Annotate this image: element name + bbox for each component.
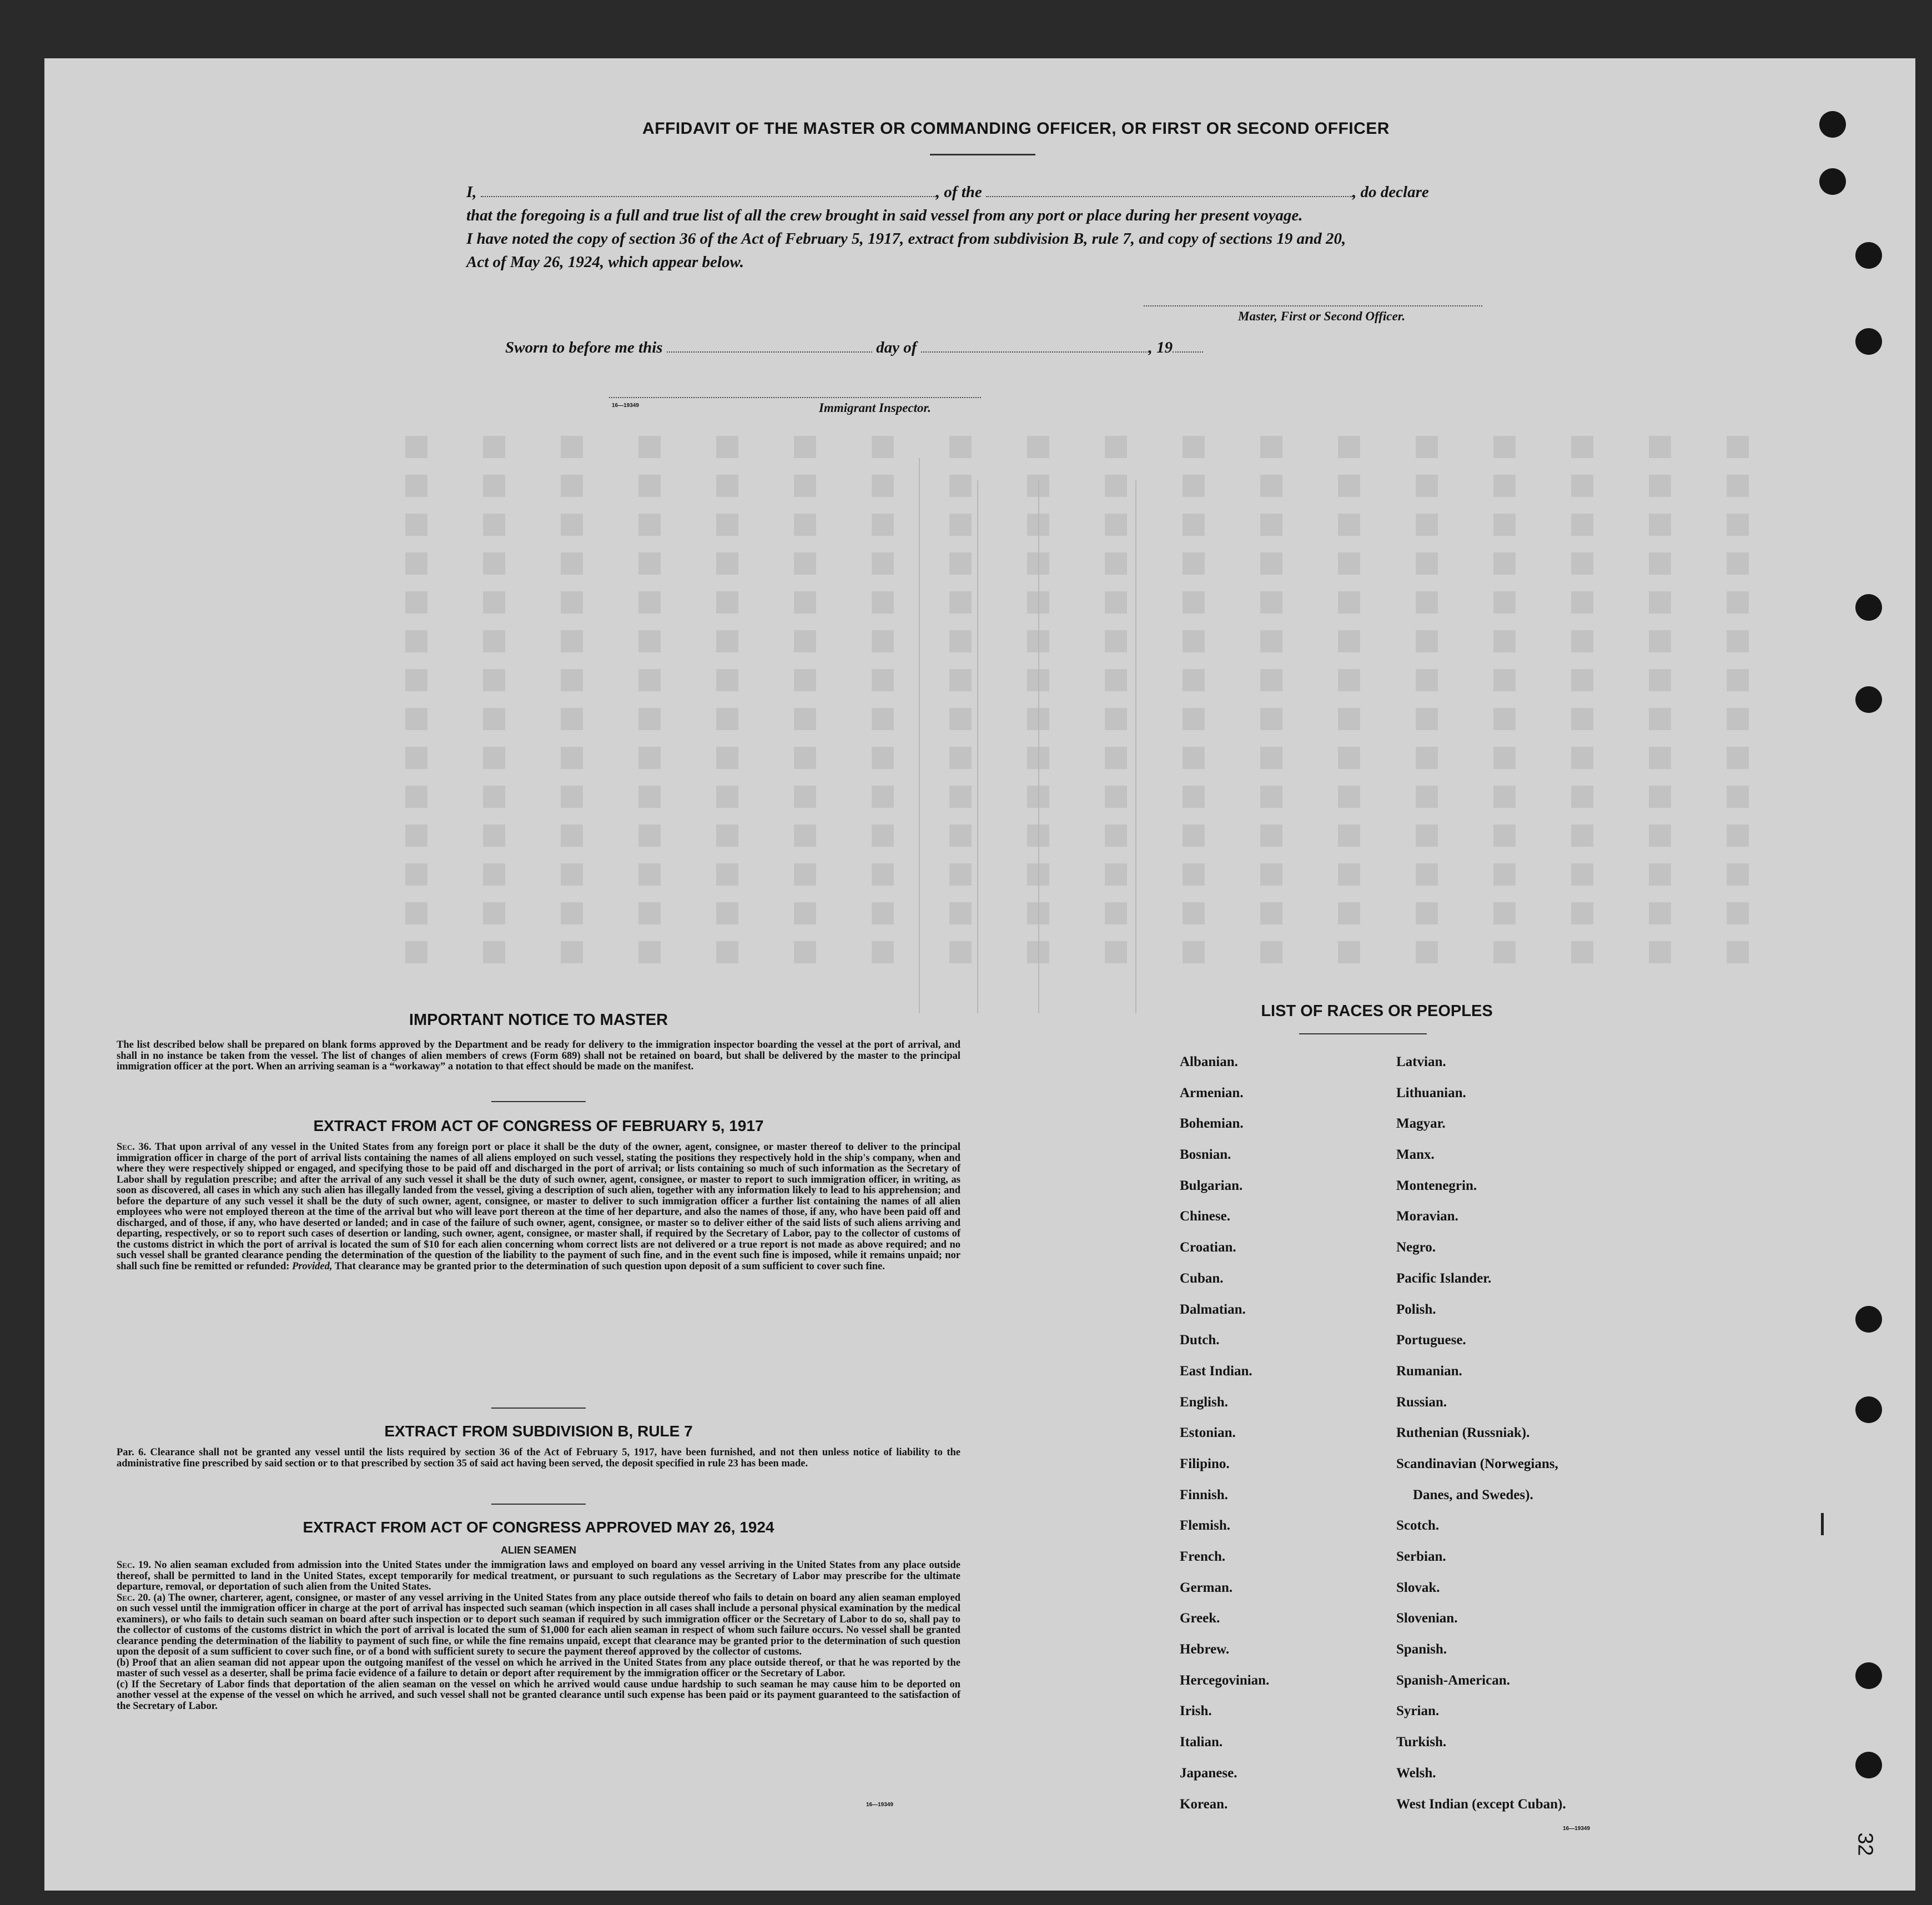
race-item: Pacific Islander.: [1396, 1270, 1492, 1286]
form-sheet: [44, 58, 1915, 1891]
punch-hole: [1855, 1662, 1882, 1689]
race-item: Ruthenian (Russniak).: [1396, 1425, 1530, 1441]
sworn-month-blank: [921, 340, 1149, 353]
i-label: I,: [466, 183, 477, 201]
punch-hole: [1855, 686, 1882, 713]
race-item: West Indian (except Cuban).: [1396, 1796, 1566, 1812]
punch-hole: [1819, 168, 1846, 195]
sworn-line: [505, 339, 1203, 357]
races-form-code: 16—19349: [1563, 1826, 1590, 1832]
race-item: Lithuanian.: [1396, 1085, 1466, 1100]
punch-hole: [1855, 328, 1882, 355]
sec-19-label: Sec. 19.: [117, 1560, 151, 1571]
race-item: Polish.: [1396, 1301, 1436, 1317]
punch-hole: [1819, 111, 1846, 138]
margin-mark: [1821, 1513, 1824, 1535]
race-item: East Indian.: [1180, 1363, 1252, 1379]
race-item: Dutch.: [1180, 1333, 1220, 1348]
extract-1924-text: [117, 1560, 960, 1712]
race-item: Welsh.: [1396, 1765, 1436, 1781]
punch-hole: [1855, 1396, 1882, 1423]
extract-1917-text: [117, 1142, 960, 1272]
sec-20-paragraph: [117, 1593, 960, 1658]
race-item: Rumanian.: [1396, 1363, 1462, 1379]
races-left-column: [1180, 1047, 1269, 1819]
sec-20b-paragraph: (b) Proof that an alien seaman did not appear upon the outgoing manifest of the vessel on which he arrived in the United States from any place outside thereof, or that he was reported by the master of such vessel as a deserter, shall be prima facie evidence of a failure to detain or deport after requirement by the immigration officer or the Secretary of Labor.: [117, 1657, 960, 1679]
race-item: Albanian.: [1180, 1054, 1238, 1069]
sec-36-text: That upon arrival of any vessel in the United States from any foreign port or place it shall be the duty of the owner, agent, consignee, or master thereof to deliver to the principal immigration officer in charge of the port of arrival lists containing the names of all aliens employed on such vessel, stating the positions they respectively hold in the ship's company, when and where they were respectively shipped or engaged, and specifying those to be paid off and discharged in the port of arrival; or lists containing so much of such information as the Secretary of Labor shall by regulation prescribe; and after the arrival of any such vessel it shall be the duty of such owner, agent, consignee, or master to report to such immigration officer, in writing, as soon as discovered, all cases in which any such alien has illegally landed from the vessel, giving a description of such alien, together with any information likely to lead to his apprehension; and before the departure of any such vessel it shall be the duty of such owner, agent, consignee, or master to deliver to such immigration officer a further list containing the names of all alien employees who were not employed thereon at the time of the arrival but who will leave port thereon at the time of her departure, and also the names of those, if any, who have been paid off and discharged, and of those, if any, who have deserted or landed; and in case of the failure of such owner, agent, consignee, or master so to deliver either of the said lists of such aliens arriving and departing, respectively, or so to report such cases of desertion or landing, such owner, agent, consignee, or master shall, if required by the Secretary of Labor, pay to the collector of customs of the customs district in which the port of arrival is located the sum of $10 for each alien concerning whom correct lists are not delivered or a true report is not made as above required; and no such vessel shall be granted clearance pending the determination of the question of the liability to the payment of such fine, and in the event such fine is imposed, while it remains unpaid; nor shall such fine be remitted or refunded:: [117, 1142, 960, 1272]
sec-20-text: (a) The owner, charterer, agent, consignee, or master of any vessel arriving in the United States from any place outside thereof who fails to detain on board any alien seaman employed on such vessel until the immigration officer in charge at the port of arrival has inspected such seaman (which inspection in all cases shall include a personal physical examination by the medical examiners), or who fails to detain such seaman on board after such inspection or to deport such seaman if required by such immigration officer or the Secretary of Labor to do so, shall pay to the collector of customs of the customs district in which the port of arrival is located the sum of $1,000 for each alien seaman in respect of whom such failure occurs. No vessel shall be granted clearance pending the determination of the liability to payment of such fine, or while the fine remains unpaid, except that clearance may be granted prior to the determination of such question upon the deposit of a sum sufficient to cover such fine, or of a bond with sufficient surety to secure the payment thereof approved by the collector of customs.: [117, 1592, 960, 1657]
race-item: Latvian.: [1396, 1054, 1446, 1069]
extract-form-code: 16—19349: [866, 1802, 893, 1808]
section-rule: [491, 1504, 586, 1505]
race-item: Cuban.: [1180, 1270, 1224, 1286]
notice-title: IMPORTANT NOTICE TO MASTER: [409, 1011, 668, 1029]
race-item: Estonian.: [1180, 1425, 1236, 1441]
race-item: Bulgarian.: [1180, 1178, 1243, 1193]
race-item: English.: [1180, 1394, 1228, 1410]
races-right-column: [1396, 1047, 1566, 1819]
races-title: LIST OF RACES OR PEOPLES: [1261, 1002, 1493, 1020]
race-item: Bosnian.: [1180, 1147, 1231, 1163]
title-rule: [930, 154, 1035, 155]
race-item: Danes, and Swedes).: [1413, 1487, 1533, 1502]
race-item: Scandinavian (Norwegians,: [1396, 1456, 1558, 1471]
do-declare-label: , do declare: [1352, 183, 1429, 201]
sworn-year-blank: [1173, 340, 1203, 353]
race-item: Croatian.: [1180, 1240, 1236, 1255]
punch-hole: [1855, 242, 1882, 269]
section-rule: [491, 1101, 586, 1102]
race-item: Spanish.: [1396, 1642, 1447, 1657]
day-of-label: day of: [876, 339, 917, 356]
race-item: Flemish.: [1180, 1518, 1230, 1534]
sec-20c-paragraph: (c) If the Secretary of Labor finds that deportation of the alien seaman on the vessel on which he arrived would cause undue hardship to such seaman he may cause him to be deported on another vessel at the expense of the vessel on which he arrived, and such vessel shall not be granted clearance until such expense has been paid or its payment guaranteed to the satisfaction of the Secretary of Labor.: [117, 1678, 960, 1712]
race-item: Hebrew.: [1180, 1642, 1230, 1657]
race-item: Korean.: [1180, 1796, 1228, 1812]
year-prefix: , 19: [1148, 339, 1173, 356]
race-item: Finnish.: [1180, 1487, 1228, 1502]
race-item: Negro.: [1396, 1240, 1436, 1255]
race-item: Moravian.: [1396, 1209, 1458, 1224]
master-signature-line: [1144, 305, 1482, 306]
race-item: Japanese.: [1180, 1765, 1237, 1781]
extract-1917-title: EXTRACT FROM ACT OF CONGRESS OF FEBRUARY 5, 1917: [313, 1117, 764, 1134]
race-item: German.: [1180, 1580, 1233, 1595]
race-item: Spanish-American.: [1396, 1672, 1510, 1688]
race-item: Portuguese.: [1396, 1333, 1466, 1348]
race-item: Magyar.: [1396, 1116, 1446, 1132]
rule-7-title: EXTRACT FROM SUBDIVISION B, RULE 7: [384, 1423, 693, 1440]
affidavit-line-3: I have noted the copy of section 36 of the Act of February 5, 1917, extract from subdivision B, rule 7, and copy of sections 19 and 20,: [466, 230, 1346, 248]
punch-hole: [1855, 1752, 1882, 1778]
sworn-day-blank: [667, 340, 872, 353]
race-item: Slovak.: [1396, 1580, 1440, 1595]
sec-19-paragraph: [117, 1560, 960, 1593]
form-code: 16—19349: [612, 403, 639, 409]
rule-7-text: Par. 6. Clearance shall not be granted any vessel until the lists required by section 36 of the Act of February 5, 1917, have been furnished, and not then unless notice of liability to the administrative fine prescribed by said section or to that prescribed by section 35 of said act having been served, the deposit specified in rule 23 has been made.: [117, 1447, 960, 1469]
race-item: Chinese.: [1180, 1209, 1230, 1224]
inspector-label: Immigrant Inspector.: [819, 401, 931, 415]
affidavit-body: [466, 180, 1577, 274]
vessel-blank: [986, 185, 1352, 197]
affidavit-title: AFFIDAVIT OF THE MASTER OR COMMANDING OFFICER, OR FIRST OR SECOND OFFICER: [642, 119, 1390, 138]
race-item: Manx.: [1396, 1147, 1435, 1163]
sec-36-label: Sec. 36.: [117, 1142, 152, 1153]
sworn-label: Sworn to before me this: [505, 339, 663, 356]
race-item: Russian.: [1396, 1394, 1447, 1410]
page-number: 32: [1853, 1832, 1877, 1856]
race-item: Greek.: [1180, 1611, 1220, 1626]
race-item: Bohemian.: [1180, 1116, 1244, 1132]
race-item: Dalmatian.: [1180, 1301, 1246, 1317]
punch-hole: [1855, 1306, 1882, 1333]
race-item: Hercegovinian.: [1180, 1672, 1270, 1688]
race-item: Armenian.: [1180, 1085, 1244, 1100]
races-rule: [1299, 1033, 1427, 1034]
race-item: Serbian.: [1396, 1549, 1446, 1564]
provided-label: Provided,: [292, 1260, 333, 1272]
sec-36-tail: That clearance may be granted prior to the determination of such question upon deposit of a sum sufficient to cover such fine.: [332, 1260, 885, 1272]
race-item: Slovenian.: [1396, 1611, 1458, 1626]
of-the-label: , of the: [935, 183, 982, 201]
sec-19-text: No alien seaman excluded from admission into the United States under the immigration laws and employed on board any vessel arriving in the United States from any place outside thereof, shall be permitted to land in the United States, except temporarily for medical treatment, or pursuant to such regulations as the Secretary of Labor may prescribe for the ultimate departure, removal, or deportation of such alien from the United States.: [117, 1560, 960, 1592]
race-item: Irish.: [1180, 1703, 1212, 1719]
race-item: Scotch.: [1396, 1518, 1440, 1534]
race-item: Italian.: [1180, 1735, 1223, 1750]
race-item: Syrian.: [1396, 1703, 1440, 1719]
alien-seamen-subtitle: ALIEN SEAMEN: [500, 1545, 576, 1556]
name-blank: [481, 185, 936, 197]
race-item: Turkish.: [1396, 1735, 1447, 1750]
affidavit-line-2: that the foregoing is a full and true list of all the crew brought in said vessel from any port or place during her present voyage.: [466, 207, 1303, 224]
race-item: Montenegrin.: [1396, 1178, 1477, 1193]
master-signature-label: Master, First or Second Officer.: [1238, 309, 1406, 323]
affidavit-line-4: Act of May 26, 1924, which appear below.: [466, 253, 744, 271]
punch-hole: [1855, 594, 1882, 621]
race-item: French.: [1180, 1549, 1226, 1564]
affidavit-line-1: [466, 180, 1577, 204]
section-rule: [491, 1408, 586, 1409]
sec-20-label: Sec. 20.: [117, 1592, 151, 1604]
inspector-signature-line: [609, 397, 981, 398]
race-item: Filipino.: [1180, 1456, 1230, 1471]
extract-1924-title: EXTRACT FROM ACT OF CONGRESS APPROVED MAY 26, 1924: [303, 1519, 774, 1536]
notice-text: The list described below shall be prepared on blank forms approved by the Department and be ready for delivery to the immigration inspector boarding the vessel at the port of arrival, and shall in no instance be taken from the vessel. The list of changes of alien members of crews (Form 689) shall not be retained on board, but shall be delivered by the master to the principal immigration officer at the port. When an arriving seaman is a “workaway” a notation to that effect should be made on the manifest.: [117, 1039, 960, 1072]
